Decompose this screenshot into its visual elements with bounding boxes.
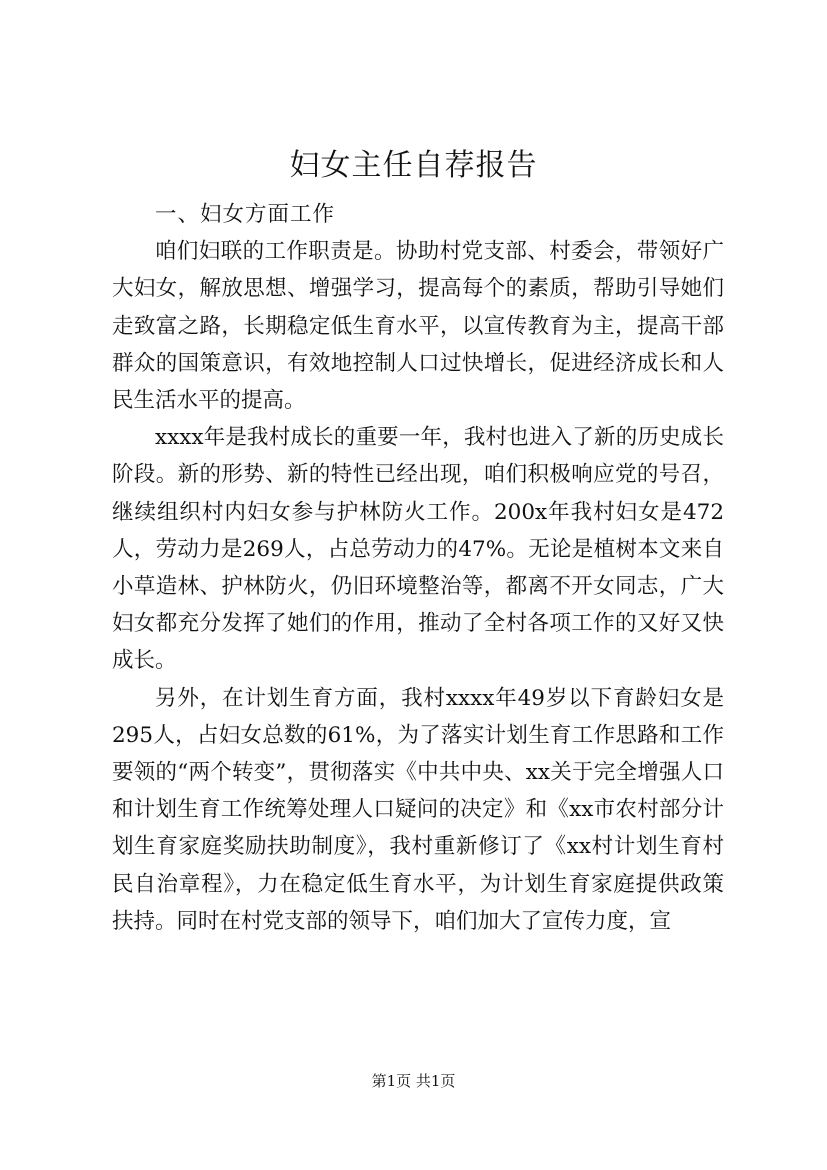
paragraph-1: 咱们妇联的工作职责是。协助村党支部、村委会，带领好广大妇女，解放思想、增强学习，提高每个的素质，帮助引导她们走致富之路，长期稳定低生育水平，以宣传教育为主，提高干部群众的国策意识，有效地控制人口过快增长，促进经济成长和人民生活水平的提高。 xyxy=(112,239,724,414)
document-body xyxy=(112,196,724,940)
page-footer: 第1页 共1页 xyxy=(371,1072,456,1090)
document-title: 妇女主任自荐报告 xyxy=(289,148,538,183)
paragraph-3: 另外，在计划生育方面，我村xxxx年49岁以下育龄妇女是295人，占妇女总数的61%，为了落实计划生育工作思路和工作要领的“两个转变”，贯彻落实《中共中央、xx关于完全增强人口和计划生育工作统筹处理人口疑问的决定》和《xx市农村部分计划生育家庭奖励扶助制度》，我村重新修订了《xx村计划生育村民自治章程》，力在稳定低生育水平，为计划生育家庭提供政策扶持。同时在村党支部的领导下，咱们加大了宣传力度，宣 xyxy=(112,685,724,934)
paragraph-2: xxxx年是我村成长的重要一年，我村也进入了新的历史成长阶段。新的形势、新的特性已经出现，咱们积极响应党的号召，继续组织村内妇女参与护林防火工作。200x年我村妇女是472人，劳动力是269人，占总劳动力的47%。无论是植树本文来自小草造林、护林防火，仍旧环境整治等，都离不开女同志，广大妇女都充分发挥了她们的作用，推动了全村各项工作的又好又快成长。 xyxy=(112,425,724,674)
section-heading: 一、妇女方面工作 xyxy=(155,202,336,227)
